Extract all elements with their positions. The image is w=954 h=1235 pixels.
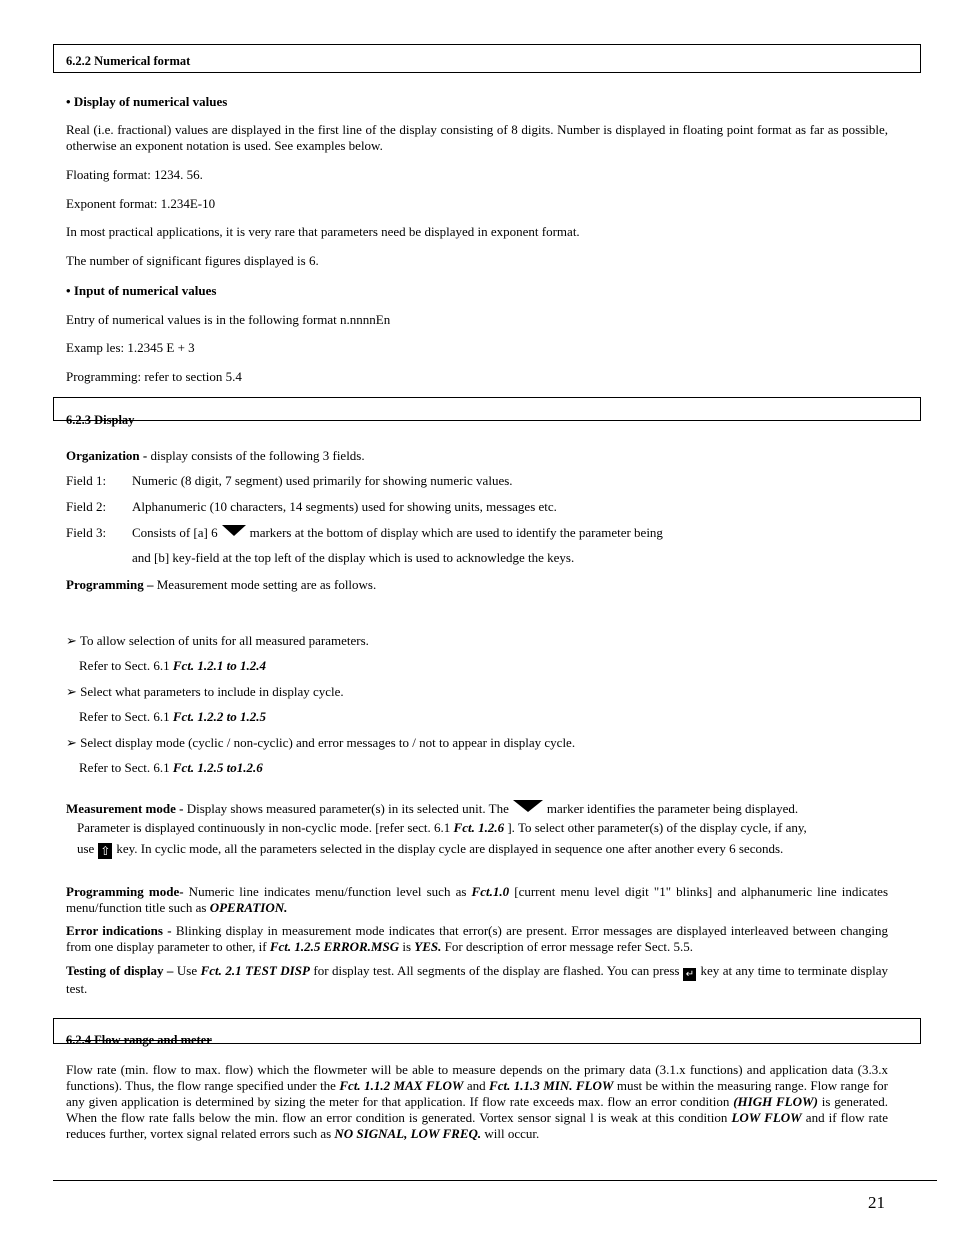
input-format-text: Entry of numerical values is in the following format n.nnnnEn [66, 312, 391, 327]
programming-mode-paragraph: Programming mode- Numeric line indicates menu/function level such as Fct.1.0 [current menu level digit "1" blinks] and alphanumeric line indicates menu/function title such as OPERATION. [66, 884, 889, 915]
measurement-mode-line-3: use ⇧ key. In cyclic mode, all the parameters selected in the display cycle are displayed in sequence one after another every 6 seconds. [77, 841, 784, 858]
field-3-continuation: and [b] key-field at the top left of the display which is used to acknowledge the keys. [132, 550, 575, 565]
significant-figures-note: The number of significant figures displayed is 6. [66, 253, 319, 268]
arrow-bullet-icon: ➢ [66, 735, 77, 750]
display-values-heading: • Display of numerical values [66, 94, 228, 109]
up-arrow-key-icon: ⇧ [100, 844, 111, 858]
list-item-parameters-ref: Refer to Sect. 6.1 Fct. 1.2.2 to 1.2.5 [79, 709, 267, 724]
error-indications-paragraph: Error indications - Blinking display in measurement mode indicates that error(s) are present. Error messages are displayed interleaved between changing from one display parameter to other, if Fct. 1.2.5 ERROR.MSG is YES. For description of error message refer Sect. 5.5. [66, 923, 888, 954]
arrow-bullet-icon: ➢ [66, 684, 77, 699]
input-examples: Examp les: 1.2345 E + 3 [66, 340, 195, 355]
down-triangle-marker-icon [513, 800, 543, 812]
exponent-format-example: Exponent format: 1.234E-10 [66, 196, 216, 211]
field-3-line: Field 3: Consists of [a] 6 markers at the bottom of display which are used to identify the parameter being [66, 525, 663, 540]
field-1-line: Field 1: Numeric (8 digit, 7 segment) used primarily for showing numeric values. [66, 473, 513, 488]
display-values-body: Real (i.e. fractional) values are displayed in the first line of the display consisting of 8 digits. Number is displayed in floating point format as far as possible, otherwise an exponent notation is used. See examples below. [66, 122, 888, 153]
section-title-display: 6.2.3 Display [66, 413, 135, 427]
flow-range-paragraph: Flow rate (min. flow to max. flow) which the flowmeter will be able to measure depends on the primary data (3.1.x functions) and application data (3.3.x functions). Thus, the flow range specified under the Fct. 1.1.2 MAX FLOW and Fct. 1.1.3 MIN. FLOW must be within the measuring range. Flow range for any given application is determined by sizing the meter for that application. If flow rate exceeds max. flow an error condition (HIGH FLOW) is generated. When the flow rate falls below the min. flow an error condition is generated. Vortex sensor signal l is weak at this condition LOW FLOW and if flow rate reduces further, vortex signal related errors such as NO SIGNAL, LOW FREQ. will occur. [66, 1062, 888, 1141]
section-title-flow-range: 6.2.4 Flow range and meter [66, 1033, 212, 1047]
list-item-parameters: ➢ Select what parameters to include in display cycle. [66, 684, 344, 699]
list-item-display-mode-ref: Refer to Sect. 6.1 Fct. 1.2.5 to1.2.6 [79, 760, 263, 775]
down-triangle-marker-icon [222, 525, 246, 536]
footer-divider [53, 1180, 937, 1181]
list-item-units: ➢ To allow selection of units for all measured parameters. [66, 633, 369, 648]
list-item-units-ref: Refer to Sect. 6.1 Fct. 1.2.1 to 1.2.4 [79, 658, 267, 673]
list-item-display-mode: ➢ Select display mode (cyclic / non-cyclic) and error messages to / not to appear in display cycle. [66, 735, 576, 750]
page-number: 21 [868, 1193, 885, 1212]
measurement-mode-line-1: Measurement mode - Display shows measured parameter(s) in its selected unit. The marker identifies the parameter being displayed. [66, 801, 799, 816]
input-values-heading: • Input of numerical values [66, 283, 217, 298]
enter-key-icon: ↵ [683, 968, 696, 981]
organization-line: Organization - display consists of the following 3 fields. [66, 448, 365, 463]
arrow-bullet-icon: ➢ [66, 633, 77, 648]
practical-note: In most practical applications, it is very rare that parameters need be displayed in exponent format. [66, 224, 580, 239]
floating-format-example: Floating format: 1234. 56. [66, 167, 203, 182]
section-header-box-display [53, 397, 921, 421]
programming-line: Programming – Measurement mode setting are as follows. [66, 577, 377, 592]
field-2-line: Field 2: Alphanumeric (10 characters, 14 segments) used for showing units, messages etc. [66, 499, 557, 514]
programming-reference: Programming: refer to section 5.4 [66, 369, 242, 384]
measurement-mode-line-2: Parameter is displayed continuously in non-cyclic mode. [refer sect. 6.1 Fct. 1.2.6 ]. To select other parameter(s) of the display cycle, if any, [77, 820, 807, 835]
bullet-icon: • [66, 283, 71, 298]
testing-display-paragraph: Testing of display – Use Fct. 2.1 TEST DISP for display test. All segments of the display are flashed. You can press ↵ key at any time to terminate display test. [66, 963, 889, 996]
section-title-numerical-format: 6.2.2 Numerical format [66, 54, 191, 68]
bullet-icon: • [66, 94, 71, 109]
